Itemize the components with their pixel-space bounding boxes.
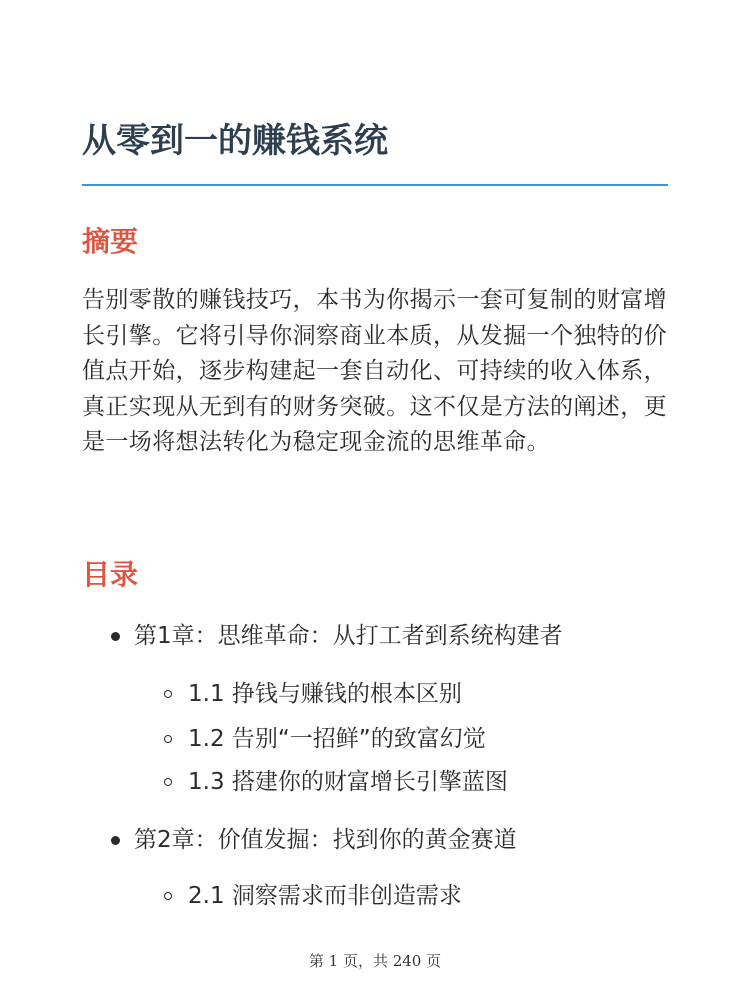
document-title: 从零到一的赚钱系统 xyxy=(82,121,388,161)
toc-bullet-circle xyxy=(164,892,172,900)
toc-chapter-2: 第2章：价值发掘：找到你的黄金赛道 xyxy=(134,827,517,853)
toc-section-1-3: 1.3 搭建你的财富增长引擎蓝图 xyxy=(188,769,508,795)
toc-chapter-1: 第1章：思维革命：从打工者到系统构建者 xyxy=(134,623,563,649)
toc-section-2-1: 2.1 洞察需求而非创造需求 xyxy=(188,883,462,909)
toc-bullet-disc xyxy=(111,836,120,845)
toc-bullet-circle xyxy=(164,735,172,743)
toc-section-1-1: 1.1 挣钱与赚钱的根本区别 xyxy=(188,681,462,707)
toc-bullet-circle xyxy=(164,690,172,698)
toc-heading: 目录 xyxy=(82,558,139,591)
toc-bullet-disc xyxy=(111,632,120,641)
abstract-paragraph: 告别零散的赚钱技巧，本书为你揭示一套可复制的财富增长引擎。它将引导你洞察商业本质，从发掘一个独特的价值点开始，逐步构建起一套自动化、可持续的收入体系，真正实现从无到有的财务突破。这不仅是方法的阐述，更是一场将想法转化为稳定现金流的思维革命。 xyxy=(82,287,667,456)
toc-section-1-2: 1.2 告别“一招鲜”的致富幻觉 xyxy=(188,726,486,752)
abstract-heading: 摘要 xyxy=(82,225,139,258)
page-number-footer: 第 1 页，共 240 页 xyxy=(308,952,442,970)
title-divider xyxy=(82,184,668,186)
toc-bullet-circle xyxy=(164,778,172,786)
